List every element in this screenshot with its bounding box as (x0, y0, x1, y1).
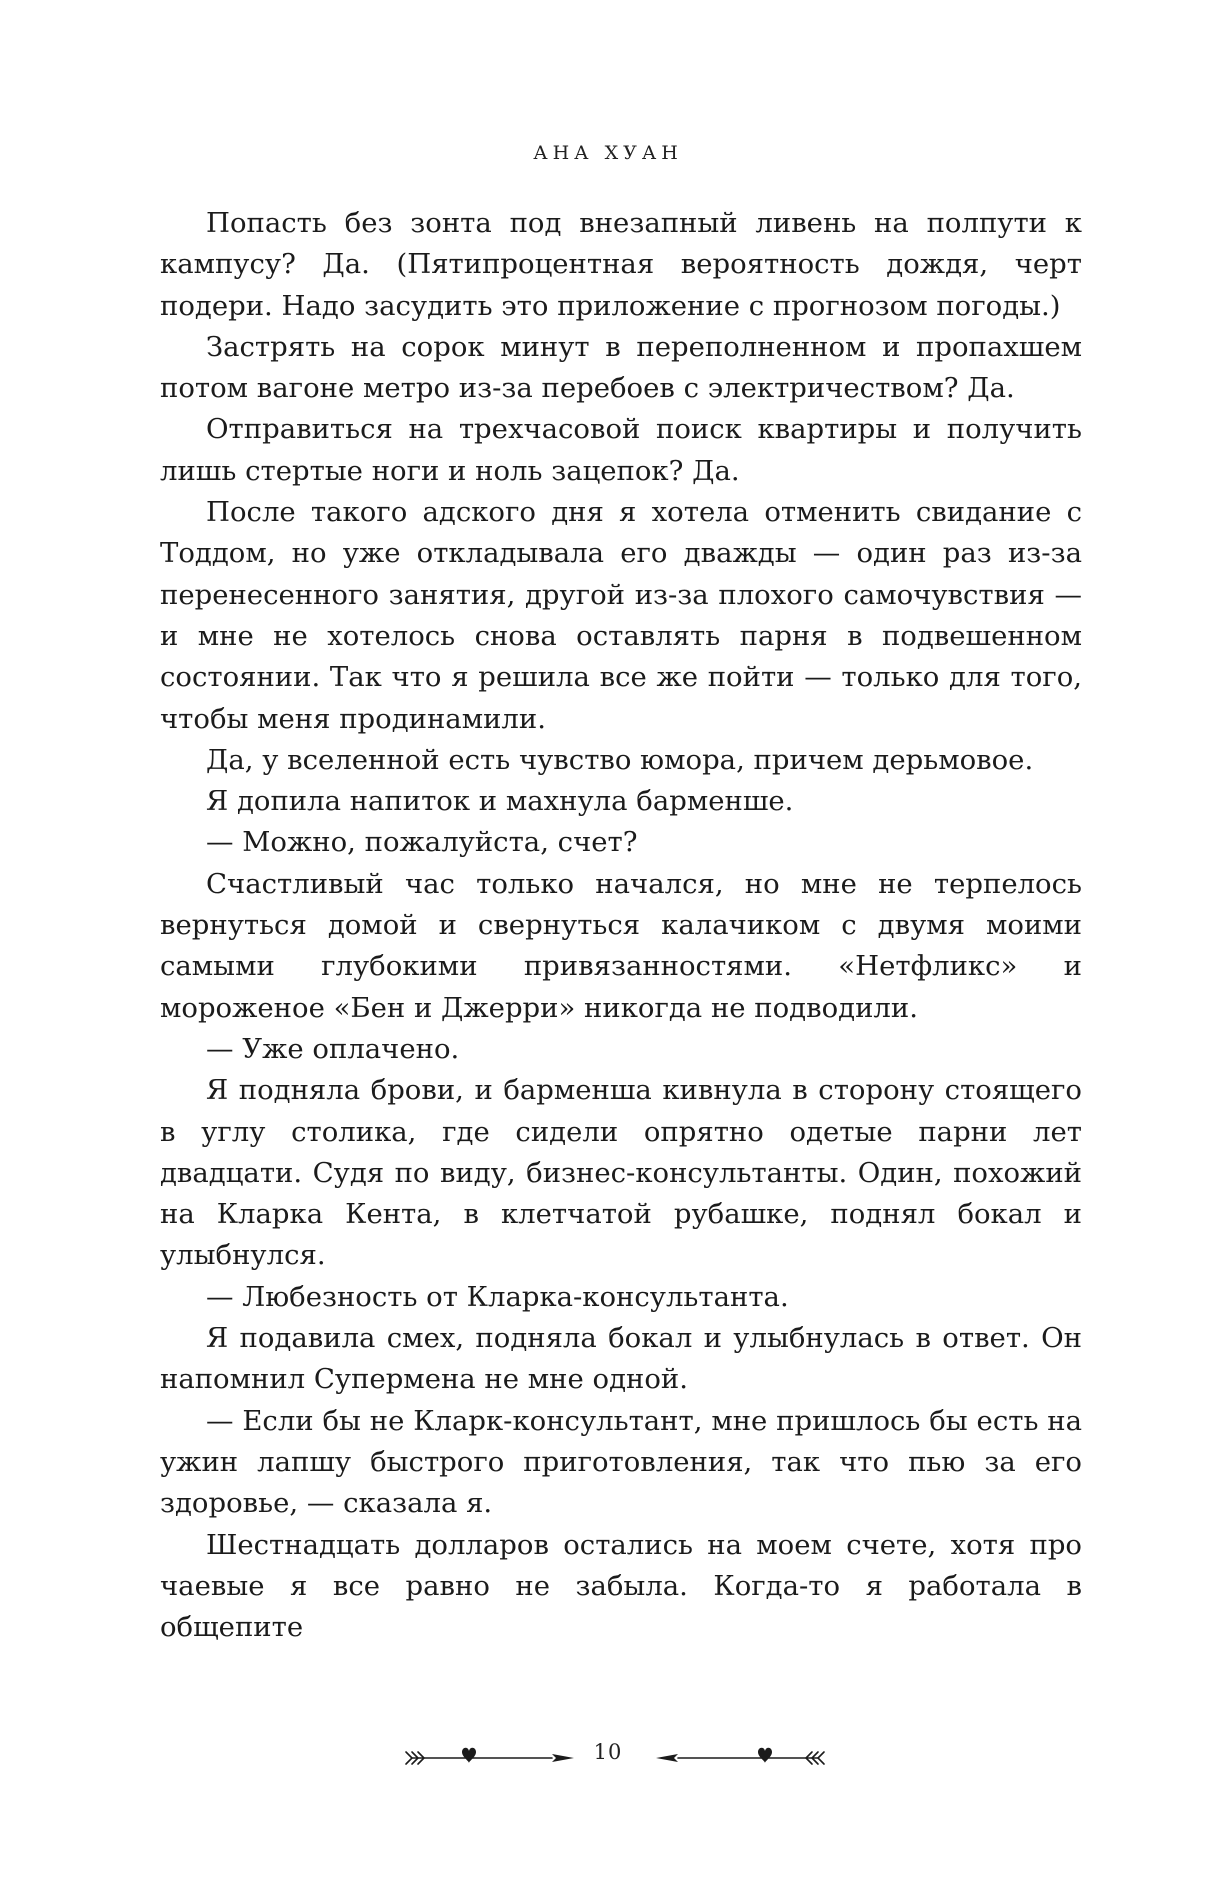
running-head-author: АНА ХУАН (533, 142, 683, 164)
paragraph: Попасть без зонта под внезапный ливень на полпути к кампусу? Да. (Пятипроцентная вероятность дождя, черт подери. Надо засудить это приложение с прогнозом погоды.) (160, 207, 1082, 322)
paragraph: Да, у вселенной есть чувство юмора, причем дерьмовое. (206, 743, 1034, 776)
arrow-heart-ornament-icon (402, 1744, 582, 1772)
arrow-heart-ornament-icon (648, 1744, 828, 1772)
dialogue-line: — Можно, пожалуйста, счет? (206, 826, 638, 859)
dialogue-line: — Любезность от Кларка-консультанта. (206, 1280, 789, 1313)
paragraph: Я подняла брови, и барменша кивнула в сторону стоящего в углу столика, где сидели опрятно одетые парни лет двадцати. Судя по виду, бизнес-консультанты. Один, похожий на Кларка Кента, в клетчатой рубашке, поднял бокал и улыбнулся. (160, 1074, 1082, 1272)
paragraph: Я подавила смех, подняла бокал и улыбнулась в ответ. Он напомнил Супермена не мне одной. (160, 1322, 1082, 1396)
paragraph: После такого адского дня я хотела отменить свидание с Тоддом, но уже откладывала его дважды — один раз из-за перенесенного занятия, другой из-за плохого самочувствия — и мне не хотелось снова оставлять парня в подвешенном состоянии. Так что я решила все же пойти — только для того, чтобы меня продинамили. (160, 496, 1082, 735)
paragraph: Счастливый час только начался, но мне не терпелось вернуться домой и свернуться калачиком с двумя моими самыми глубокими привязанностями. «Нетфликс» и мороженое «Бен и Джерри» никогда не подводили. (160, 867, 1082, 1024)
page-body (160, 203, 1082, 1648)
dialogue-line: — Если бы не Кларк-консультант, мне пришлось бы есть на ужин лапшу быстрого приготовления, так что пью за его здоровье, — сказала я. (160, 1404, 1082, 1520)
paragraph: Я допила напиток и махнула барменше. (206, 785, 794, 818)
page-number: 10 (593, 1740, 623, 1764)
paragraph: Шестнадцать долларов остались на моем счете, хотя про чаевые я все равно не забыла. Когда-то я работала в общепите (160, 1528, 1082, 1644)
dialogue-line: — Уже оплачено. (206, 1032, 460, 1065)
paragraph: Застрять на сорок минут в переполненном и пропахшем потом вагоне метро из-за перебоев с электричеством? Да. (160, 330, 1082, 405)
page-footer (0, 1738, 1216, 1778)
paragraph: Отправиться на трехчасовой поиск квартиры и получить лишь стертые ноги и ноль зацепок? Да. (160, 413, 1082, 487)
